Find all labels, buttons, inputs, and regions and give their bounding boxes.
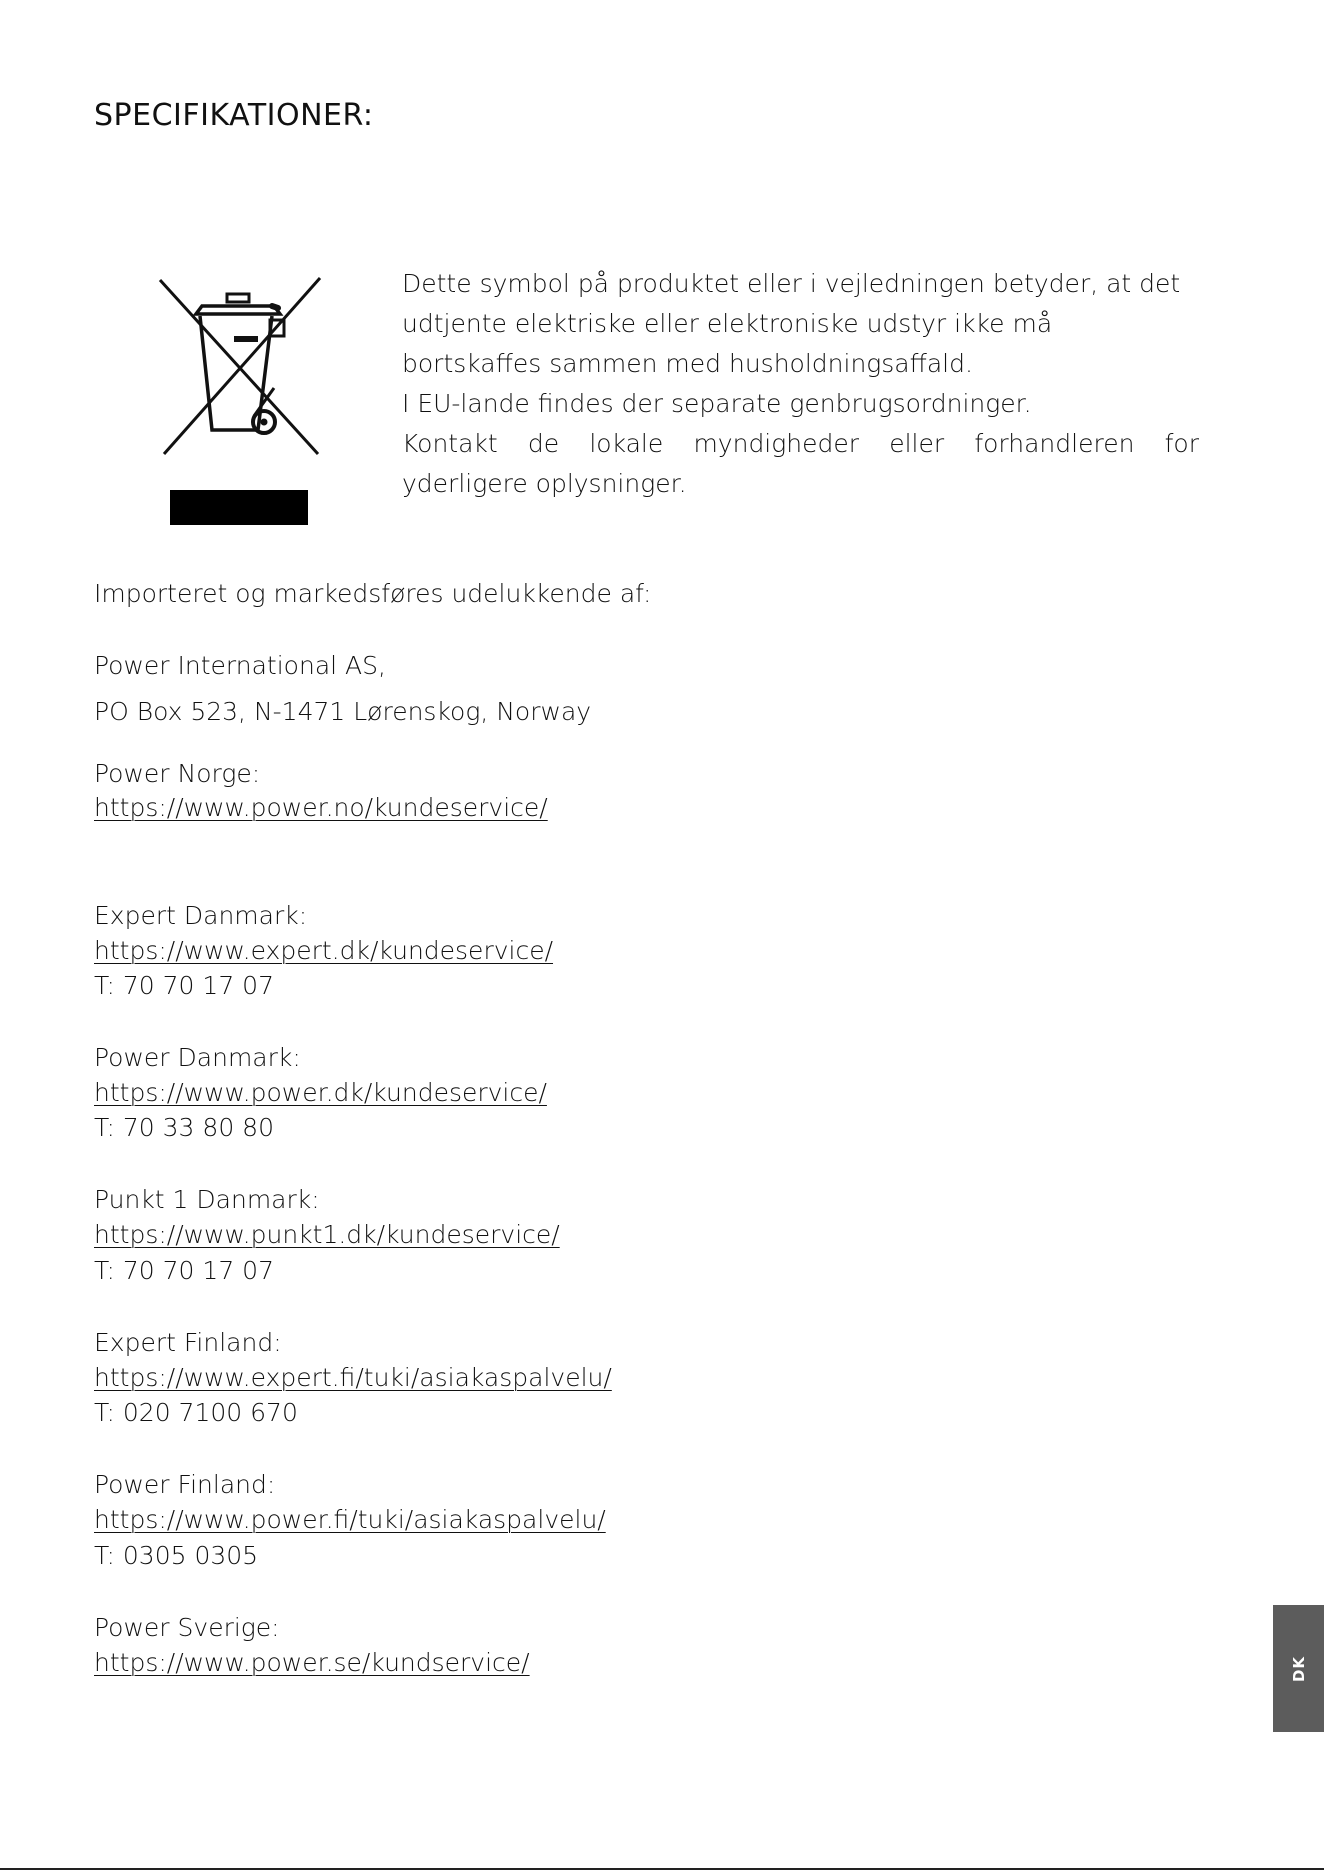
bottom-divider	[0, 1868, 1324, 1870]
page-title: SPECIFIKATIONER:	[94, 98, 374, 133]
contact-phone-expert-danmark: T: 70 70 17 07	[94, 971, 274, 1000]
contact-name-expert-finland: Expert Finland:	[94, 1328, 282, 1357]
importer-address: PO Box 523, N-1471 Lørenskog, Norway	[94, 697, 592, 726]
language-tab	[1273, 1605, 1324, 1732]
weee-line: bortskaffes sammen med husholdningsaffald.	[402, 349, 973, 378]
weee-disposal-notice	[402, 264, 1199, 504]
contact-name-punkt1-danmark: Punkt 1 Danmark:	[94, 1185, 320, 1214]
weee-line: udtjente elektriske eller elektroniske udstyr ikke må	[402, 309, 1053, 338]
contact-link-punkt1-danmark[interactable]: https://www.punkt1.dk/kundeservice/	[94, 1220, 560, 1249]
weee-line: Dette symbol på produktet eller i vejledningen betyder, at det	[402, 269, 1181, 298]
contact-name-power-danmark: Power Danmark:	[94, 1043, 301, 1072]
weee-line: I EU-lande findes der separate genbrugsordninger.	[402, 389, 1032, 418]
contact-link-expert-finland[interactable]: https://www.expert.fi/tuki/asiakaspalvelu/	[94, 1363, 612, 1392]
contact-link-power-finland[interactable]: https://www.power.fi/tuki/asiakaspalvelu/	[94, 1505, 606, 1534]
contact-name-expert-danmark: Expert Danmark:	[94, 901, 308, 930]
weee-line: yderligere oplysninger.	[402, 469, 687, 498]
language-tab-label: DK	[1289, 1655, 1308, 1682]
contact-phone-power-finland: T: 0305 0305	[94, 1541, 259, 1570]
contact-link-power-danmark[interactable]: https://www.power.dk/kundeservice/	[94, 1078, 547, 1107]
weee-line: Kontakt de lokale myndigheder eller forhandleren for	[402, 429, 1199, 458]
contact-name-power-norge: Power Norge:	[94, 759, 261, 788]
contact-name-power-finland: Power Finland:	[94, 1470, 276, 1499]
contact-phone-power-danmark: T: 70 33 80 80	[94, 1113, 274, 1142]
contact-phone-punkt1-danmark: T: 70 70 17 07	[94, 1256, 274, 1285]
contact-link-power-sverige[interactable]: https://www.power.se/kundservice/	[94, 1648, 530, 1677]
contact-link-power-norge[interactable]: https://www.power.no/kundeservice/	[94, 793, 548, 822]
contact-name-power-sverige: Power Sverige:	[94, 1613, 280, 1642]
contact-link-expert-danmark[interactable]: https://www.expert.dk/kundeservice/	[94, 936, 554, 965]
crossed-out-wheelie-bin-icon	[154, 270, 334, 532]
importer-intro: Importeret og markedsføres udelukkende af:	[94, 579, 652, 608]
contact-phone-expert-finland: T: 020 7100 670	[94, 1398, 298, 1427]
importer-company: Power International AS,	[94, 651, 386, 680]
